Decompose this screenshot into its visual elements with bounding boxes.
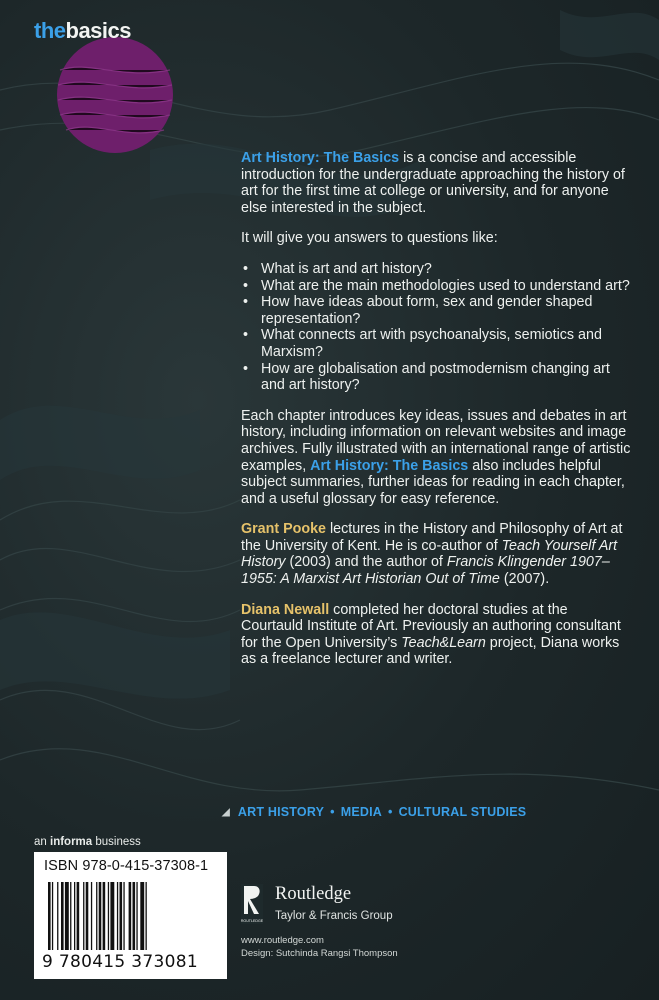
author-name: Grant Pooke [241, 521, 327, 538]
design-credit: Design: Sutchinda Rangsi Thompson [241, 947, 398, 959]
isbn-label: ISBN 978-0-415-37308-1 [44, 858, 209, 874]
blurb [241, 150, 631, 682]
author-name: Diana Newall [241, 601, 330, 618]
questions-lead: It will give you answers to questions like: [241, 230, 498, 247]
publisher-name: Routledge [275, 884, 352, 904]
arrow-icon: ◢ [222, 806, 230, 818]
chapters-paragraph: Each chapter introduces key ideas, issues and debates in art history, including information on relevant websites and image archives. Fully illustrated with an international range of artistic examples, Art History: The Basics also includes helpful subject summaries, further ideas for reading in each chapter, and a useful glossary for easy reference. [241, 407, 631, 507]
publisher-group: Taylor & Francis Group [275, 910, 393, 922]
subject-categories: ◢ ART HISTORY • MEDIA • CULTURAL STUDIES [222, 805, 527, 819]
informa-tagline: an informa business [34, 836, 141, 848]
list-item: • What is art and art history? [241, 261, 631, 278]
routledge-logo-icon [241, 884, 263, 924]
isbn-barcode [34, 852, 227, 979]
svg-text:ROUTLEDGE: ROUTLEDGE [241, 919, 263, 923]
list-item: • What are the main methodologies used to understand art? [241, 278, 631, 295]
series-logo: thebasics [34, 18, 131, 43]
barcode-bars [48, 882, 216, 952]
list-item: • How are globalisation and postmodernism changing art and art history? [241, 361, 631, 394]
book-title: Art History: The Basics [310, 457, 469, 474]
intro-paragraph: Art History: The Basics is a concise and accessible introduction for the undergraduate approaching the history of art for the first time at college or university, and for anyone else interested in the subject. [241, 150, 625, 216]
questions-list [241, 261, 631, 394]
subject-label: MEDIA [340, 805, 382, 819]
credits [241, 935, 398, 960]
barcode-digits: 9 780415 373081 [42, 952, 198, 972]
subject-label: ART HISTORY [237, 805, 325, 819]
list-item: • How have ideas about form, sex and gender shaped representation? [241, 294, 631, 327]
author-bio-pooke: Grant Pooke lectures in the History and Philosophy of Art at the University of Kent. He is co-author of Teach Yourself Art History (2003) and the author of Francis Klingender 1907–1955: A Marxist Art Historian Out of Time (2007). [241, 521, 623, 588]
author-bio-newall: Diana Newall completed her doctoral studies at the Courtauld Institute of Art. Previously an authoring consultant for the Open University’s Teach&Learn project, Diana works as a freelance lecturer and writer. [241, 601, 621, 668]
purple-circle [57, 37, 173, 153]
website-url: www.routledge.com [241, 935, 324, 946]
book-title: Art History: The Basics [241, 150, 400, 166]
list-item: • What connects art with psychoanalysis, semiotics and Marxism? [241, 327, 631, 360]
subject-label: CULTURAL STUDIES [398, 805, 527, 819]
